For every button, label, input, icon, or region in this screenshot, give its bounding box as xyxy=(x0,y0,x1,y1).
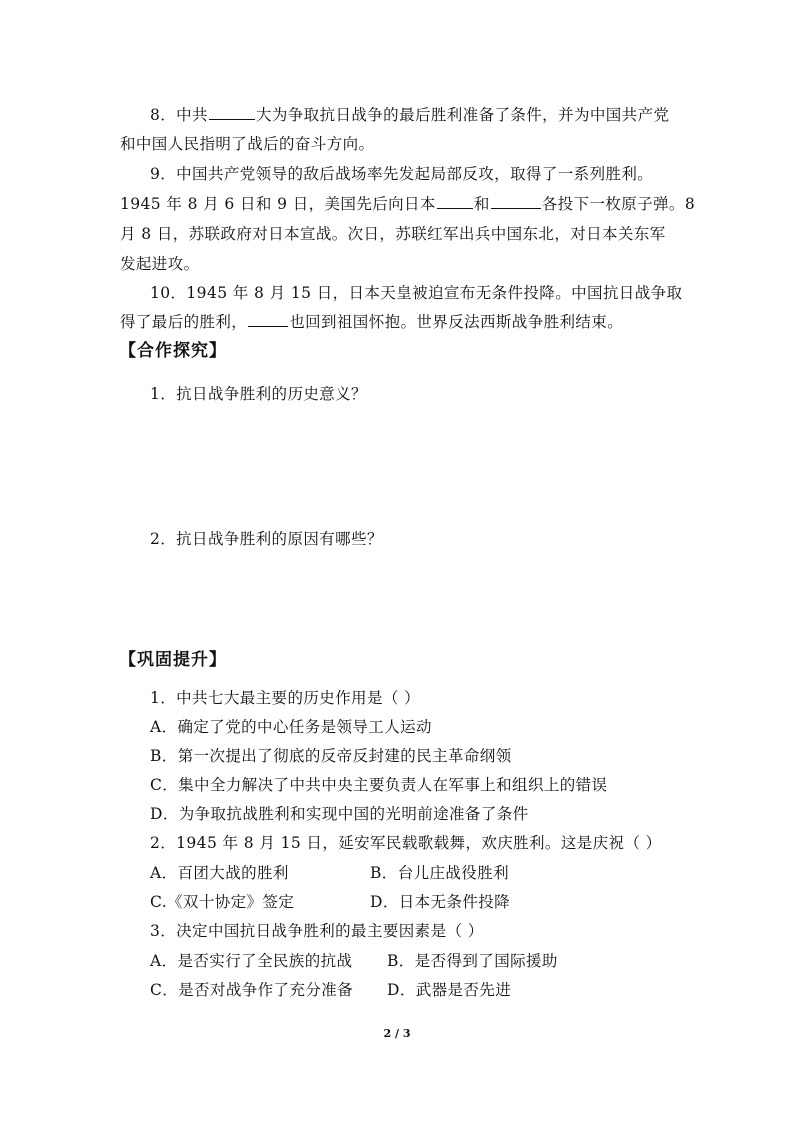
item-10-line-1: 10．1945 年 8 月 15 日，日本天皇被迫宣布无条件投降。中国抗日战争取 xyxy=(150,284,683,302)
item-8-line-1 xyxy=(150,104,680,126)
mc-question-3-option-d: D．武器是否先进 xyxy=(387,981,512,999)
mc-question-2-stem: 2．1945 年 8 月 15 日，延安军民载歌载舞，欢庆胜利。这是庆祝（ ） xyxy=(150,834,662,852)
item-9-text-b2: 和 xyxy=(473,195,490,213)
item-8-line-2: 和中国人民指明了战后的奋斗方向。 xyxy=(120,135,375,153)
mc-question-1-option-b: B．第一次提出了彻底的反帝反封建的民主革命纲领 xyxy=(150,747,512,765)
item-10-text-b: 得了最后的胜利， xyxy=(120,313,248,331)
section-heading-consolidation: 【巩固提升】 xyxy=(119,650,227,670)
mc-question-1-stem: 1．中共七大最主要的历史作用是（ ） xyxy=(150,689,420,707)
mc-question-1-option-c: C．集中全力解决了中共中央主要负责人在军事上和组织上的错误 xyxy=(150,776,608,794)
item-9-line-1: 9．中国共产党领导的敌后战场率先发起局部反攻，取得了一系列胜利。 xyxy=(150,165,654,183)
fill-blank[interactable] xyxy=(248,311,288,327)
item-9-line-4: 发起进攻。 xyxy=(120,255,200,273)
item-9-text-b3: 各投下一枚原子弹。8 xyxy=(541,195,696,213)
mc-question-3-option-b: B．是否得到了国际援助 xyxy=(387,952,558,970)
mc-question-3-option-c: C．是否对战争作了充分准备 xyxy=(150,981,354,999)
cooperation-question-2: 2．抗日战争胜利的原因有哪些？ xyxy=(150,530,383,548)
fill-blank[interactable] xyxy=(491,193,541,209)
cooperation-question-1: 1．抗日战争胜利的历史意义？ xyxy=(150,385,367,403)
item-8-text-a: 8．中共 xyxy=(150,106,208,124)
mc-question-3-stem: 3．决定中国抗日战争胜利的最主要因素是（ ） xyxy=(150,922,484,940)
item-9-line-2 xyxy=(120,193,696,215)
mc-question-1-option-d: D．为争取抗战胜利和实现中国的光明前途准备了条件 xyxy=(150,805,529,823)
item-8-text-b: 大为争取抗日战争的最后胜利准备了条件，并为中国共产党 xyxy=(255,106,670,124)
item-9-line-3: 月 8 日，苏联政府对日本宣战。次日，苏联红军出兵中国东北，对日本关东军 xyxy=(120,225,666,243)
mc-question-2-option-d: D．日本无条件投降 xyxy=(370,893,511,911)
mc-question-1-option-a: A．确定了党的中心任务是领导工人运动 xyxy=(150,718,432,736)
mc-question-2-option-b: B．台儿庄战役胜利 xyxy=(370,864,509,882)
page-number: 2 / 3 xyxy=(383,1027,411,1040)
fill-blank[interactable] xyxy=(209,104,255,120)
mc-question-3-option-a: A．是否实行了全民族的抗战 xyxy=(150,952,353,970)
item-9-text-b: 1945 年 8 月 6 日和 9 日，美国先后向日本 xyxy=(120,195,436,213)
item-10-line-2 xyxy=(120,311,680,333)
mc-question-2-option-a: A．百团大战的胜利 xyxy=(150,864,289,882)
section-heading-cooperation: 【合作探究】 xyxy=(119,341,227,361)
item-10-text-b2: 也回到祖国怀抱。世界反法西斯战争胜利结束。 xyxy=(289,313,624,331)
fill-blank[interactable] xyxy=(437,193,473,209)
mc-question-2-option-c: C.《双十协定》签定 xyxy=(150,893,295,911)
